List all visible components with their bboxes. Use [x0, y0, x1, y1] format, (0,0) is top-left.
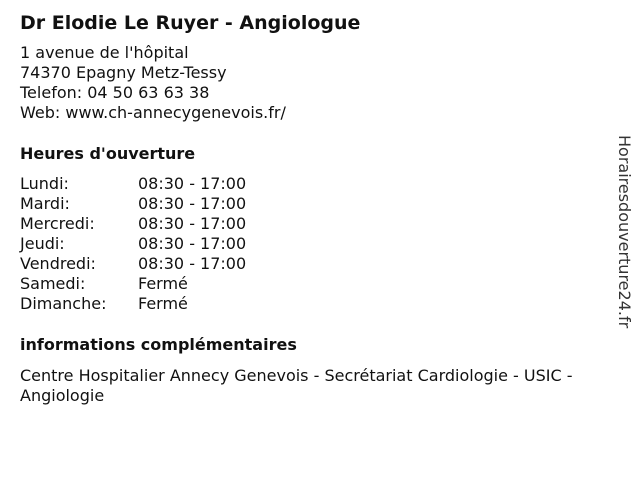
city-address: 74370 Epagny Metz-Tessy	[20, 63, 227, 82]
hours-row	[20, 254, 600, 274]
day-label: Samedi:	[20, 274, 86, 293]
time-value: 08:30 - 17:00	[138, 174, 247, 193]
hours-row	[20, 174, 600, 194]
hours-row	[20, 234, 600, 254]
time-value: 08:30 - 17:00	[138, 194, 247, 213]
hours-heading: Heures d'ouverture	[20, 144, 196, 163]
address-block	[20, 43, 600, 123]
page-title: Dr Elodie Le Ruyer - Angiologue	[20, 12, 361, 34]
day-label: Vendredi:	[20, 254, 96, 273]
time-value: Fermé	[138, 274, 188, 293]
info-text: Centre Hospitalier Annecy Genevois - Secrétariat Cardiologie - USIC - Angiologie	[20, 366, 573, 405]
hours-row	[20, 294, 600, 314]
time-value: 08:30 - 17:00	[138, 234, 247, 253]
hours-table	[20, 174, 600, 314]
day-label: Mercredi:	[20, 214, 95, 233]
day-label: Jeudi:	[20, 234, 65, 253]
phone-number: Telefon: 04 50 63 63 38	[20, 83, 210, 102]
time-value: Fermé	[138, 294, 188, 313]
website-link[interactable]: Web: www.ch-annecygenevois.fr/	[20, 103, 286, 122]
business-card	[20, 10, 600, 406]
day-label: Dimanche:	[20, 294, 107, 313]
day-label: Mardi:	[20, 194, 70, 213]
hours-row	[20, 214, 600, 234]
time-value: 08:30 - 17:00	[138, 214, 247, 233]
street-address: 1 avenue de l'hôpital	[20, 43, 189, 62]
hours-row	[20, 194, 600, 214]
info-heading: informations complémentaires	[20, 335, 297, 354]
time-value: 08:30 - 17:00	[138, 254, 247, 273]
day-label: Lundi:	[20, 174, 69, 193]
site-watermark: Horairesdouverture24.fr	[615, 135, 634, 329]
hours-row	[20, 274, 600, 294]
